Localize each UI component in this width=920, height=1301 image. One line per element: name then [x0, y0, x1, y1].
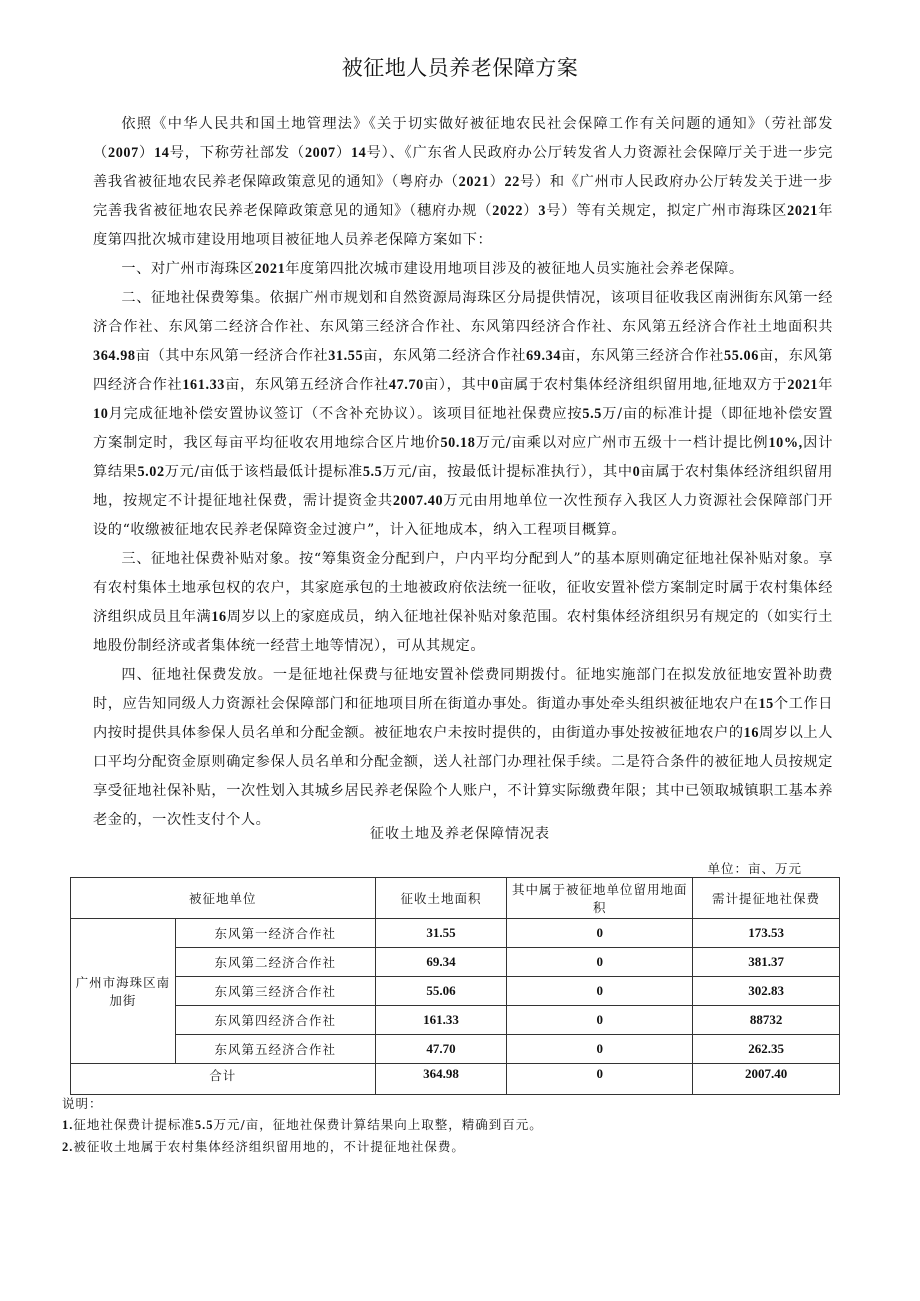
total-area: 364.98	[375, 1064, 507, 1095]
note-text-bold: 5.5	[194, 1118, 214, 1132]
table-row	[71, 919, 840, 948]
row-area: 161.33	[375, 1006, 507, 1035]
note-number: 1.	[62, 1118, 74, 1132]
header-fee: 需计提征地社保费	[693, 878, 840, 919]
document-body	[93, 110, 833, 835]
table-caption: 征收土地及养老保障情况表	[370, 826, 550, 842]
emphasized-value: 47.70	[388, 377, 424, 393]
table-row	[71, 1035, 840, 1064]
note-number: 2.	[62, 1140, 74, 1154]
note-text-pre: 被征收土地属于农村集体经济组织留用地的，不计提征地社保费。	[73, 1139, 465, 1154]
table-header-row	[71, 878, 840, 919]
emphasized-value: 22	[504, 174, 520, 190]
row-reserved: 0	[507, 1006, 693, 1035]
emphasized-value: 2021	[254, 261, 286, 277]
row-name: 东风第一经济合作社	[175, 919, 375, 948]
row-name: 东风第三经济合作社	[175, 977, 375, 1006]
emphasized-value: 16	[211, 609, 227, 625]
row-fee: 173.53	[693, 919, 840, 948]
row-name: 东风第四经济合作社	[175, 1006, 375, 1035]
emphasized-value: 50.18	[440, 435, 476, 451]
emphasized-value: 0	[632, 464, 641, 480]
table-notes	[62, 1093, 543, 1158]
header-area: 征收土地面积	[375, 878, 507, 919]
table-total-row	[71, 1064, 840, 1095]
emphasized-value: 5.5	[362, 464, 383, 480]
emphasized-value: 15	[758, 696, 774, 712]
emphasized-value: 5.02	[137, 464, 165, 480]
land-pension-table	[70, 877, 840, 1095]
emphasized-value: 2022	[492, 203, 524, 219]
note-text-post: 万元/亩，征地社保费计算结果向上取整，精确到百元。	[213, 1117, 543, 1132]
row-fee: 302.83	[693, 977, 840, 1006]
document-title: 被征地人员养老保障方案	[341, 56, 579, 80]
paragraph-section-3: 三、征地社保费补贴对象。按“筹集资金分配到户，户内平均分配到人”的基本原则确定征地社保补贴对象。享有农村集体土地承包权的农户，其家庭承包的土地被政府依法统一征收，征收安置补偿方案制定时属于农村集体经济组织成员且年满16周岁以上的家庭成员，纳入征地社保补贴对象范围。农村集体经济组织另有规定的（如实行土地股份制经济或者集体统一经营土地等情况），可从其规定。	[93, 551, 833, 654]
emphasized-value: 2007	[108, 145, 139, 161]
group-label: 广州市海珠区南加街	[71, 919, 176, 1064]
emphasized-value: 16	[743, 725, 760, 741]
table-unit-label: 单位：亩、万元	[707, 861, 802, 876]
table-row	[71, 1006, 840, 1035]
row-area: 47.70	[375, 1035, 507, 1064]
emphasized-value: 31.55	[328, 348, 364, 364]
row-name: 东风第二经济合作社	[175, 948, 375, 977]
header-reserved: 其中属于被征地单位留用地面积	[507, 878, 693, 919]
emphasized-value: 2007	[304, 145, 336, 161]
emphasized-value: 10	[93, 406, 109, 422]
note-item	[62, 1136, 543, 1158]
total-reserved: 0	[507, 1064, 693, 1095]
notes-heading: 说明：	[62, 1096, 103, 1111]
row-area: 31.55	[375, 919, 507, 948]
row-reserved: 0	[507, 977, 693, 1006]
emphasized-value: 14	[154, 145, 170, 161]
row-area: 55.06	[375, 977, 507, 1006]
emphasized-value: 2007.40	[392, 493, 444, 509]
total-fee: 2007.40	[693, 1064, 840, 1095]
emphasized-value: 55.06	[724, 348, 759, 364]
row-fee: 88732	[693, 1006, 840, 1035]
emphasized-value: 161.33	[182, 377, 225, 393]
emphasized-value: 10%,	[768, 435, 803, 451]
total-label: 合计	[71, 1064, 376, 1095]
row-reserved: 0	[507, 948, 693, 977]
paragraph-section-1: 一、对广州市海珠区2021年度第四批次城市建设用地项目涉及的被征地人员实施社会养老保障。	[121, 261, 744, 277]
emphasized-value: 2021	[787, 377, 819, 393]
emphasized-value: 5.5	[582, 406, 602, 422]
header-unit: 被征地单位	[71, 878, 376, 919]
row-name: 东风第五经济合作社	[175, 1035, 375, 1064]
emphasized-value: 364.98	[93, 348, 136, 364]
note-text-pre: 征地社保费计提标准	[73, 1117, 195, 1132]
emphasized-value: 14	[350, 145, 367, 161]
emphasized-value: 2021	[458, 174, 490, 190]
paragraph-intro: 依照《中华人民共和国土地管理法》《关于切实做好被征地农民社会保障工作有关问题的通知》（劳社部发（2007）14号，下称劳社部发（2007）14号）、《广东省人民政府办公厅转发省人力资源社会保障厅关于进一步完善我省被征地农民养老保障政策意见的通知》（粤府办（2021）22号）和《广州市人民政府办公厅转发关于进一步完善我省被征地农民养老保障政策意见的通知》（穗府办规（2022）3号）等有关规定，拟定广州市海珠区2021年度第四批次城市建设用地项目被征地人员养老保障方案如下：	[93, 116, 834, 248]
paragraph-section-2: 二、征地社保费筹集。依据广州市规划和自然资源局海珠区分局提供情况，该项目征收我区南洲街东风第一经济合作社、东风第二经济合作社、东风第三经济合作社、东风第四经济合作社、东风第五经济合作社土地面积共364.98亩（其中东风第一经济合作社31.55亩，东风第二经济合作社69.34亩，东风第三经济合作社55.06亩，东风第四经济合作社161.33亩，东风第五经济合作社47.70亩），其中0亩属于农村集体经济组织留用地,征地双方于2021年10月完成征地补偿安置协议签订（不含补充协议）。该项目征地社保费应按5.5万/亩的标准计提（即征地补偿安置方案制定时，我区每亩平均征收农用地综合区片地价50.18万元/亩乘以对应广州市五级十一档计提比例10%,因计算结果5.02万元/亩低于该档最低计提标准5.5万元/亩，按最低计提标准执行），其中0亩属于农村集体经济组织留用地，按规定不计提征地社保费，需计提资金共2007.40万元由用地单位一次性预存入我区人力资源社会保障部门开设的“收缴被征地农民养老保障资金过渡户”，计入征地成本，纳入工程项目概算。	[93, 290, 834, 538]
row-fee: 262.35	[693, 1035, 840, 1064]
emphasized-value: 69.34	[526, 348, 562, 364]
row-fee: 381.37	[693, 948, 840, 977]
emphasized-value: 0	[491, 377, 500, 393]
note-item	[62, 1114, 543, 1136]
paragraph-section-4: 四、征地社保费发放。一是征地社保费与征地安置补偿费同期拨付。征地实施部门在拟发放征地安置补助费时，应告知同级人力资源社会保障部门和征地项目所在街道办事处。街道办事处牵头组织被征地农户在15个工作日内按时提供具体参保人员名单和分配金额。被征地农户未按时提供的，由街道办事处按被征地农户的16周岁以上人口平均分配资金原则确定参保人员名单和分配金额，送人社部门办理社保手续。二是符合条件的被征地人员按规定享受征地社保补贴，一次性划入其城乡居民养老保险个人账户，不计算实际缴费年限；其中已领取城镇职工基本养老金的，一次性支付个人。	[93, 667, 833, 828]
table-row	[71, 948, 840, 977]
row-area: 69.34	[375, 948, 507, 977]
table-row	[71, 977, 840, 1006]
row-reserved: 0	[507, 1035, 693, 1064]
emphasized-value: 2021	[787, 203, 818, 219]
row-reserved: 0	[507, 919, 693, 948]
emphasized-value: 3	[538, 203, 547, 219]
